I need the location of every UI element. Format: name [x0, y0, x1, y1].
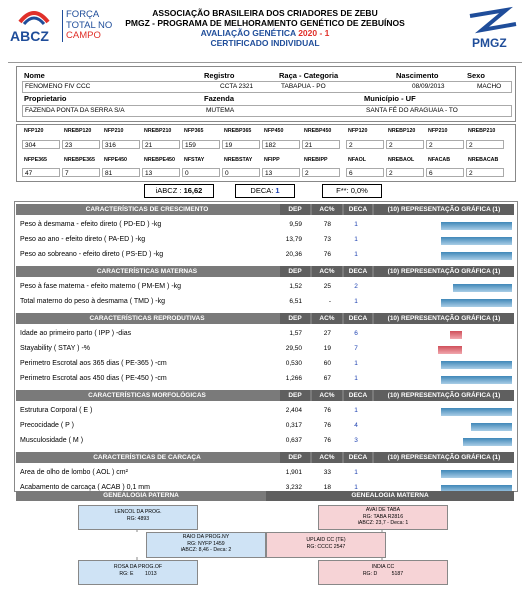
avo-paterno-box	[78, 505, 198, 530]
count-value: 159	[182, 140, 220, 149]
proprietario-label: Proprietario	[24, 94, 67, 103]
count-value: 19	[222, 140, 260, 149]
count-value: 2	[386, 168, 424, 177]
count-header: NFACAB	[428, 157, 451, 163]
ac-value: 76	[323, 251, 331, 258]
dep-value: 13,79	[285, 236, 302, 243]
raca-label: Raça - Categoria	[279, 71, 339, 80]
count-value: 316	[102, 140, 140, 149]
trait-name: Idade ao primeiro parto ( IPP ) -dias	[20, 330, 132, 337]
count-value: 0	[222, 168, 260, 177]
deca-value: 1	[354, 484, 358, 491]
title-evaluation-text: AVALIAÇÃO GENÉTICA	[200, 28, 299, 38]
count-value: 6	[346, 168, 384, 177]
avo-materno-box	[318, 505, 448, 530]
col-header-dep: DEP	[280, 313, 310, 324]
pmgz-logo-text: PMGZ	[472, 36, 507, 50]
deca-value: 1	[354, 236, 358, 243]
count-header: NREBAOL	[388, 157, 415, 163]
section-title: CARACTERÍSTICAS MATERNAS	[96, 268, 198, 275]
dep-value: 0,317	[285, 422, 302, 429]
avo-paterna-rg: RG: E 1013	[119, 570, 157, 577]
ac-value: 78	[323, 221, 331, 228]
count-value: 0	[182, 168, 220, 177]
pai-box	[146, 532, 266, 558]
mae-name: UPLAID CC (TE)	[306, 537, 346, 543]
dep-value: 9,59	[289, 221, 302, 228]
col-header-graph: (10) REPRESENTAÇÃO GRÁFICA (1)	[374, 452, 514, 463]
count-header: NREBP120	[388, 128, 416, 134]
count-value: 7	[62, 168, 100, 177]
avo-materna-rg: RG: D 5187	[362, 570, 404, 577]
dep-value: 0,637	[285, 437, 302, 444]
count-header: NFIPP	[264, 157, 280, 163]
title-association: ASSOCIAÇÃO BRASILEIRA DOS CRIADORES DE ZEBU	[152, 8, 378, 18]
avo-materno-rg: RG: TABA R2816	[362, 513, 404, 520]
trait-name: Musculosidade ( M )	[20, 437, 84, 444]
avo-materna-box	[318, 560, 448, 585]
avo-paterna-box	[78, 560, 198, 585]
col-header-ac: AC%	[312, 313, 342, 324]
proprietario-value: FAZENDA PONTA DA SERRA S/A	[25, 107, 125, 114]
col-header-graph: (10) REPRESENTAÇÃO GRÁFICA (1)	[374, 204, 514, 215]
abcz-logo-text: ABCZ	[10, 28, 49, 44]
count-header: NFP210	[428, 128, 448, 134]
count-header: NFPE450	[104, 157, 127, 163]
ac-value: 27	[323, 330, 331, 337]
deca-value: 3	[354, 437, 358, 444]
section-title: CARACTERÍSTICAS REPRODUTIVAS	[89, 315, 205, 322]
count-header: NREBP365	[224, 128, 252, 134]
count-header: NREBSTAY	[224, 157, 253, 163]
deca-value: 2	[354, 283, 358, 290]
section-title: CARACTERÍSTICAS DE CRESCIMENTO	[85, 206, 209, 213]
fazenda-value: MUTEMA	[206, 107, 235, 114]
genealogia-paterna-header: GENEALOGIA PATERNA	[16, 491, 266, 501]
deca-value: 7	[354, 345, 358, 352]
count-header: NFSTAY	[184, 157, 205, 163]
dep-value: 2,404	[285, 407, 302, 414]
deca-value: 1	[275, 186, 280, 195]
col-header-deca: DECA	[344, 266, 372, 277]
count-header: NFP120	[348, 128, 368, 134]
count-header: NREBIPP	[304, 157, 328, 163]
count-value: 2	[466, 168, 504, 177]
trait-name: Peso à fase materna - efeito materno ( PM-EM ) -kg	[20, 283, 182, 290]
trait-name: Peso à desmama - efeito direto ( PD-ED ) -kg	[20, 221, 162, 228]
dep-value: 1,901	[285, 469, 302, 476]
avo-paterna-name: ROSA DA PROG.OF	[113, 564, 163, 570]
trait-name: Total materno do peso à desmama ( TMD ) -kg	[20, 298, 165, 305]
col-header-ac: AC%	[312, 390, 342, 401]
deca-value: 1	[354, 375, 358, 382]
genealogia-materna-header: GENEALOGIA MATERNA	[266, 491, 514, 501]
count-header: NFAOL	[348, 157, 366, 163]
registro-label: Registro	[204, 71, 235, 80]
ac-value: 33	[323, 469, 331, 476]
dep-value: 1,52	[289, 283, 302, 290]
count-value: 182	[262, 140, 300, 149]
sexo-label: Sexo	[467, 71, 485, 80]
count-header: NREBP210	[468, 128, 496, 134]
dep-value: 1,266	[285, 375, 302, 382]
title-certificate: CERTIFICADO INDIVIDUAL	[210, 38, 320, 48]
ac-value: 19	[323, 345, 331, 352]
municipio-label: Município - UF	[364, 94, 416, 103]
ac-value: 60	[323, 360, 331, 367]
nascimento-label: Nascimento	[396, 71, 439, 80]
nascimento-value: 08/09/2013	[412, 83, 445, 90]
section-title: CARACTERÍSTICAS DE CARCAÇA	[93, 454, 201, 461]
count-value: 2	[466, 140, 504, 149]
count-value: 21	[302, 140, 340, 149]
avo-materna-name: INDIA CC	[371, 564, 395, 570]
sexo-value: MACHO	[477, 83, 502, 90]
dep-value: 29,50	[285, 345, 302, 352]
col-header-dep: DEP	[280, 390, 310, 401]
title-program: PMGZ - PROGRAMA DE MELHORAMENTO GENÉTICO DE ZEBUÍNOS	[125, 18, 405, 28]
avo-paterno-rg: RG: 4893	[126, 515, 150, 522]
deca-value: 1	[354, 221, 358, 228]
trait-name: Area de olho de lombo ( AOL ) cm²	[20, 469, 128, 476]
col-header-ac: AC%	[312, 204, 342, 215]
col-header-graph: (10) REPRESENTAÇÃO GRÁFICA (1)	[374, 390, 514, 401]
col-header-deca: DECA	[344, 390, 372, 401]
count-value: 81	[102, 168, 140, 177]
ac-value: 25	[323, 283, 331, 290]
count-value: 2	[426, 140, 464, 149]
trait-name: Perimetro Escrotal aos 365 dias ( PE-365 ) -cm	[20, 360, 167, 367]
avo-materno-name: AVAI DE TABA	[365, 507, 401, 513]
fazenda-label: Fazenda	[204, 94, 235, 103]
pai-extra: iABCZ: 8,46 - Deca: 2	[180, 547, 232, 553]
deca-value: 1	[354, 407, 358, 414]
avo-materno-extra: iABCZ: 23,7 - Deca: 1	[357, 520, 409, 526]
deca-value: 1	[354, 298, 358, 305]
trait-name: Peso ao sobreano - efeito direto ( PS-ED ) -kg	[20, 251, 164, 258]
count-header: NFP450	[264, 128, 284, 134]
deca-value: 1	[354, 469, 358, 476]
col-header-dep: DEP	[280, 204, 310, 215]
col-header-dep: DEP	[280, 266, 310, 277]
dep-value: 0,530	[285, 360, 302, 367]
nome-value: FENOMENO FIV CCC	[25, 83, 91, 90]
ac-value: 76	[323, 407, 331, 414]
count-header: NFPE365	[24, 157, 47, 163]
deca-value: 4	[354, 422, 358, 429]
slogan-line-2: TOTAL NO	[66, 19, 113, 31]
trait-name: Stayability ( STAY ) -%	[20, 345, 91, 352]
count-header: NREBACAB	[468, 157, 499, 163]
nome-label: Nome	[24, 71, 45, 80]
iabcz-label: iABCZ :	[155, 186, 184, 195]
trait-name: Estrutura Corporal ( E )	[20, 407, 93, 414]
col-header-deca: DECA	[344, 313, 372, 324]
count-header: NREBP120	[64, 128, 92, 134]
col-header-ac: AC%	[312, 452, 342, 463]
mae-rg: RG: CCCC 2547	[306, 543, 346, 550]
dep-value: 3,232	[285, 484, 302, 491]
ac-value: 73	[323, 236, 331, 243]
pai-rg: RG: NYFP 1459	[187, 540, 225, 547]
col-header-deca: DECA	[344, 452, 372, 463]
dep-value: 20,36	[285, 251, 302, 258]
iabcz-value: 16,62	[183, 186, 203, 195]
dep-value: 6,51	[289, 298, 302, 305]
count-value: 6	[426, 168, 464, 177]
count-header: NFP210	[104, 128, 124, 134]
slogan-line-3: CAMPO	[66, 30, 101, 41]
count-value: 47	[22, 168, 60, 177]
ac-value: 67	[323, 375, 331, 382]
registro-value: CCTA 2321	[220, 83, 254, 90]
trait-name: Acabamento de carcaça ( ACAB ) 0,1 mm	[20, 484, 150, 491]
count-header: NFP365	[184, 128, 204, 134]
count-value: 2	[386, 140, 424, 149]
col-header-graph: (10) REPRESENTAÇÃO GRÁFICA (1)	[374, 313, 514, 324]
trait-name: Precocidade ( P )	[20, 422, 74, 429]
col-header-graph: (10) REPRESENTAÇÃO GRÁFICA (1)	[374, 266, 514, 277]
deca-value: 1	[354, 251, 358, 258]
raca-value: TABAPUA - PO	[281, 83, 326, 90]
count-header: NREBP210	[144, 128, 172, 134]
title-evaluation-year: 2020 - 1	[298, 28, 330, 38]
section-title: CARACTERÍSTICAS MORFOLÓGICAS	[88, 392, 206, 399]
mae-box	[266, 532, 386, 558]
count-value: 2	[346, 140, 384, 149]
count-value: 21	[142, 140, 180, 149]
count-header: NREBPE450	[144, 157, 175, 163]
count-header: NFP120	[24, 128, 44, 134]
dep-value: 1,57	[289, 330, 302, 337]
avo-paterno-name: LENCOL DA PROG.	[114, 509, 162, 515]
col-header-ac: AC%	[312, 266, 342, 277]
col-header-deca: DECA	[344, 204, 372, 215]
count-value: 304	[22, 140, 60, 149]
count-value: 13	[262, 168, 300, 177]
slogan-line-1: FORÇA	[66, 9, 100, 20]
ac-value: 76	[323, 437, 331, 444]
trait-name: Perimetro Escrotal aos 450 dias ( PE-450 ) -cm	[20, 375, 167, 382]
deca-label: DECA:	[250, 186, 276, 195]
count-value: 13	[142, 168, 180, 177]
count-header: NREBP450	[304, 128, 332, 134]
f-box: F**: 0,0%	[322, 184, 382, 198]
count-value: 2	[302, 168, 340, 177]
col-header-dep: DEP	[280, 452, 310, 463]
ac-value: 76	[323, 422, 331, 429]
ac-value: 18	[323, 484, 331, 491]
municipio-value: SANTA FÉ DO ARAGUAIA - TO	[366, 107, 458, 114]
deca-value: 6	[354, 330, 358, 337]
deca-value: 1	[354, 360, 358, 367]
count-header: NREBPE365	[64, 157, 95, 163]
trait-name: Peso ao ano - efeito direto ( PA-ED ) -kg	[20, 236, 146, 243]
ac-value: -	[328, 298, 331, 305]
count-value: 23	[62, 140, 100, 149]
pai-name: RAIO DA PROG.NY	[182, 534, 230, 540]
